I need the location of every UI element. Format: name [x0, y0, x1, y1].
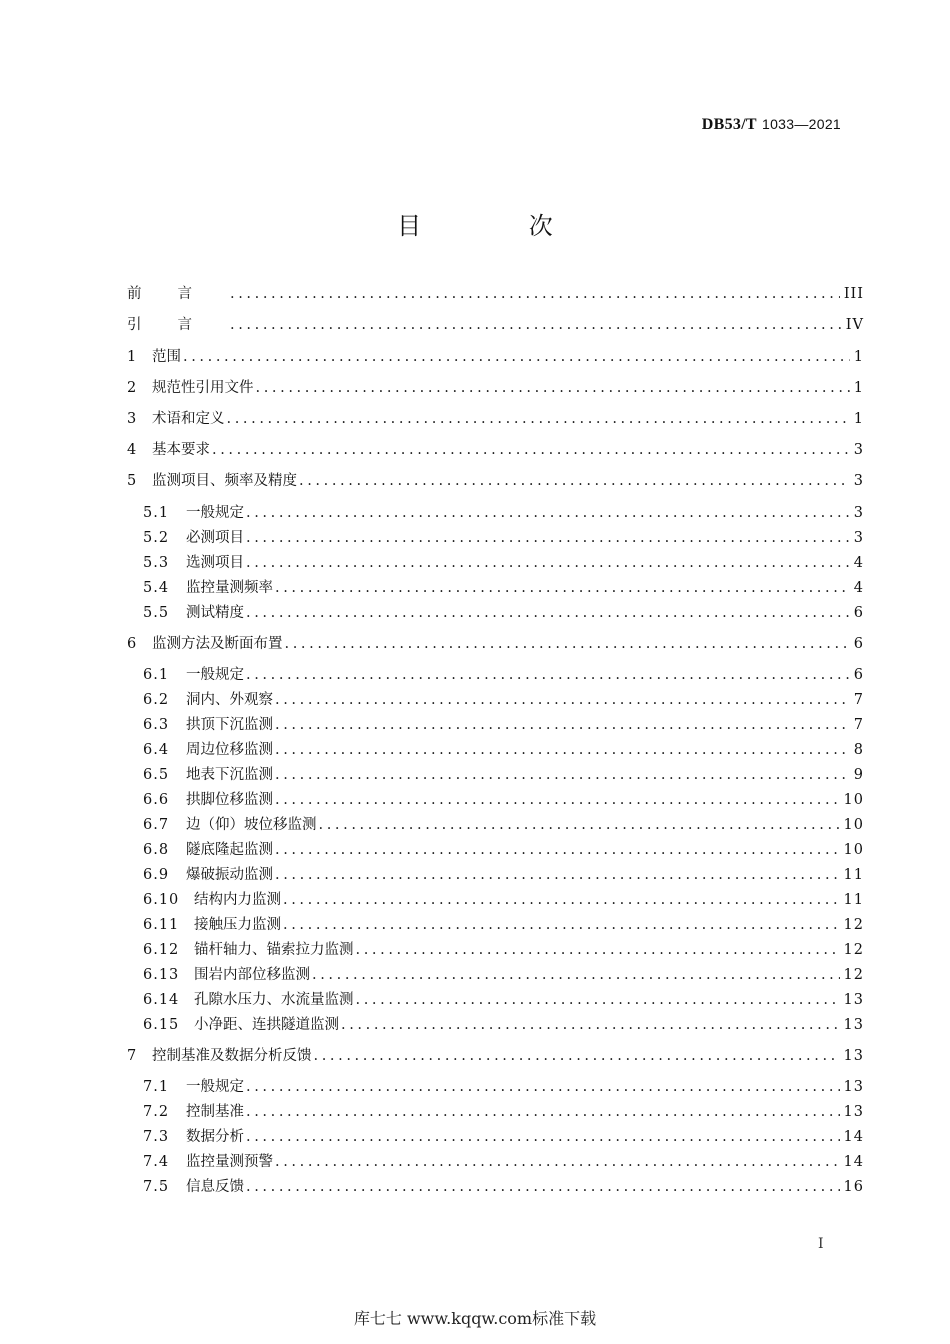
toc-page-number: 3 [853, 473, 864, 489]
toc-section-title: 一般规定 [186, 1079, 244, 1095]
toc-leader-dots [244, 1101, 840, 1123]
toc-page-number: 11 [843, 867, 864, 883]
toc-section-number: 6.9 [143, 867, 170, 883]
toc-page-number: 11 [843, 892, 864, 908]
toc-section-title: 监测项目、频率及精度 [152, 473, 297, 489]
toc-leader-dots [244, 527, 850, 549]
toc-entry[interactable] [143, 864, 864, 886]
toc-entry[interactable] [143, 964, 864, 986]
toc-section-title: 术语和定义 [152, 411, 225, 427]
toc-section-title: 围岩内部位移监测 [194, 967, 310, 983]
toc-leader-dots [228, 283, 840, 305]
toc-entry[interactable] [127, 633, 864, 655]
toc-page-number: 1 [853, 380, 864, 396]
toc-entry[interactable] [143, 502, 864, 524]
toc-page-number: 14 [843, 1129, 864, 1145]
standard-prefix: DB53/T [701, 116, 757, 133]
toc-entry[interactable] [143, 914, 864, 936]
toc-leader-dots [244, 502, 850, 524]
toc-section-number: 5.2 [143, 530, 170, 546]
toc-section-number: 5.5 [143, 605, 170, 621]
toc-leader-dots [273, 739, 850, 761]
toc-entry[interactable] [143, 889, 864, 911]
toc-entry[interactable] [143, 1101, 864, 1123]
toc-section-number: 6.15 [143, 1017, 180, 1033]
toc-section-number: 5 [127, 473, 138, 489]
toc-section-number: 7.3 [143, 1129, 170, 1145]
toc-page-number: 10 [843, 792, 864, 808]
toc-section-title: 规范性引用文件 [152, 380, 254, 396]
toc-page-number: 12 [843, 917, 864, 933]
toc-entry[interactable] [143, 839, 864, 861]
toc-section-number: 7.2 [143, 1104, 170, 1120]
toc-page-number: 13 [843, 1079, 864, 1095]
toc-entry[interactable] [143, 664, 864, 686]
toc-leader-dots [273, 577, 850, 599]
toc-page-number: 6 [853, 667, 864, 683]
toc-section-number: 2 [127, 380, 138, 396]
toc-section-number: 6.7 [143, 817, 170, 833]
toc-entry[interactable] [143, 577, 864, 599]
toc-leader-dots [283, 633, 850, 655]
toc-section-title: 孔隙水压力、水流量监测 [194, 992, 354, 1008]
toc-section-title: 控制基准 [186, 1104, 244, 1120]
toc-page-number: 13 [843, 1017, 864, 1033]
toc-section-title: 范围 [152, 349, 181, 365]
toc-section-number: 4 [127, 442, 138, 458]
toc-leader-dots [225, 408, 850, 430]
toc-page-number: III [843, 286, 864, 302]
toc-leader-dots [273, 689, 850, 711]
toc-entry[interactable] [143, 989, 864, 1011]
toc-entry[interactable] [127, 346, 864, 368]
toc-leader-dots [273, 1151, 840, 1173]
toc-leader-dots [244, 552, 850, 574]
toc-page-number: 7 [853, 692, 864, 708]
toc-section-number: 5.3 [143, 555, 170, 571]
toc-entry[interactable] [127, 377, 864, 399]
toc-section-title: 一般规定 [186, 667, 244, 683]
toc-page-number: 16 [843, 1179, 864, 1195]
toc-entry[interactable] [127, 439, 864, 461]
toc-section-number: 6.10 [143, 892, 180, 908]
toc-entry[interactable] [143, 689, 864, 711]
toc-section-title: 接触压力监测 [194, 917, 281, 933]
toc-page-number: 12 [843, 967, 864, 983]
toc-section-number: 6.11 [143, 917, 180, 933]
toc-page-number: 3 [853, 530, 864, 546]
toc-section-title: 监测方法及断面布置 [152, 636, 283, 652]
toc-page-number: 6 [853, 636, 864, 652]
toc-section-number: 7 [127, 1048, 138, 1064]
toc-section-title: 拱脚位移监测 [186, 792, 273, 808]
toc-page-number: 7 [853, 717, 864, 733]
toc-section-title: 小净距、连拱隧道监测 [194, 1017, 339, 1033]
toc-section-title: 边（仰）坡位移监测 [186, 817, 317, 833]
toc-leader-dots [317, 814, 840, 836]
toc-page-number: 10 [843, 842, 864, 858]
footer-watermark: 库七七 www.kqqw.com标准下载 [353, 1309, 597, 1328]
toc-section-number: 5.4 [143, 580, 170, 596]
toc-section-title: 地表下沉监测 [186, 767, 273, 783]
toc-section-title: 爆破振动监测 [186, 867, 273, 883]
toc-leader-dots [210, 439, 850, 461]
toc-entry[interactable] [143, 764, 864, 786]
toc-section-number: 6.13 [143, 967, 180, 983]
toc-entry[interactable] [143, 1151, 864, 1173]
toc-section-title: 隧底隆起监测 [186, 842, 273, 858]
toc-section-title: 结构内力监测 [194, 892, 281, 908]
toc-page-number: 13 [843, 1048, 864, 1064]
toc-entry[interactable] [143, 552, 864, 574]
toc-leader-dots [273, 864, 840, 886]
toc-leader-dots [273, 789, 840, 811]
toc-section-title: 基本要求 [152, 442, 210, 458]
toc-leader-dots [244, 1076, 840, 1098]
page-title: 目 次 [397, 212, 603, 240]
toc-page-number: 13 [843, 1104, 864, 1120]
toc-section-number: 6.4 [143, 742, 170, 758]
toc-section-number: 6.12 [143, 942, 180, 958]
toc-section-number: 6.2 [143, 692, 170, 708]
toc-section-title: 信息反馈 [186, 1179, 244, 1195]
toc-leader-dots [354, 939, 840, 961]
toc-section-number: 5.1 [143, 505, 170, 521]
toc-section-title: 监控量测预警 [186, 1154, 273, 1170]
toc-section-title: 拱顶下沉监测 [186, 717, 273, 733]
toc-leader-dots [339, 1014, 840, 1036]
toc-section-title: 前言 [127, 286, 228, 302]
toc-leader-dots [244, 1126, 840, 1148]
toc-section-number: 6.1 [143, 667, 170, 683]
toc-page-number: IV [845, 317, 864, 333]
toc-entry[interactable] [143, 814, 864, 836]
toc-section-number: 6.8 [143, 842, 170, 858]
standard-number: 1033—2021 [762, 116, 841, 132]
toc-section-title: 测试精度 [186, 605, 244, 621]
toc-leader-dots [244, 1176, 840, 1198]
toc-page-number: 1 [853, 349, 864, 365]
toc-section-number: 1 [127, 349, 138, 365]
toc-entry[interactable] [143, 739, 864, 761]
toc-entry[interactable] [143, 939, 864, 961]
toc-entry[interactable] [143, 602, 864, 624]
toc-page-number: 14 [843, 1154, 864, 1170]
toc-entry[interactable] [143, 789, 864, 811]
toc-section-number: 3 [127, 411, 138, 427]
toc-leader-dots [312, 1045, 840, 1067]
toc-leader-dots [297, 470, 850, 492]
toc-entry[interactable] [143, 527, 864, 549]
toc-page-number: 10 [843, 817, 864, 833]
toc-leader-dots [228, 314, 842, 336]
toc-leader-dots [244, 664, 850, 686]
toc-section-number: 6.14 [143, 992, 180, 1008]
toc-entry[interactable] [127, 1045, 864, 1067]
toc-page-number: 3 [853, 505, 864, 521]
toc-section-number: 6.5 [143, 767, 170, 783]
toc-section-title: 洞内、外观察 [186, 692, 273, 708]
toc-section-title: 周边位移监测 [186, 742, 273, 758]
toc-section-title: 选测项目 [186, 555, 244, 571]
toc-page-number: 9 [853, 767, 864, 783]
toc-section-title: 监控量测频率 [186, 580, 273, 596]
toc-entry[interactable] [143, 714, 864, 736]
toc-section-number: 7.1 [143, 1079, 170, 1095]
toc-section-title: 控制基准及数据分析反馈 [152, 1048, 312, 1064]
toc-entry[interactable] [127, 408, 864, 430]
toc-leader-dots [273, 839, 840, 861]
toc-section-title: 一般规定 [186, 505, 244, 521]
page-number: I [818, 1236, 824, 1252]
toc-leader-dots [181, 346, 850, 368]
toc-section-number: 6.6 [143, 792, 170, 808]
toc-page-number: 3 [853, 442, 864, 458]
toc-entry[interactable] [143, 1176, 864, 1198]
toc-page-number: 12 [843, 942, 864, 958]
toc-section-title: 引言 [127, 317, 228, 333]
toc-page-number: 8 [853, 742, 864, 758]
toc-section-title: 必测项目 [186, 530, 244, 546]
toc-section-number: 7.4 [143, 1154, 170, 1170]
toc-page-number: 13 [843, 992, 864, 1008]
toc-leader-dots [254, 377, 850, 399]
toc-entry[interactable] [127, 470, 864, 492]
standard-code [702, 115, 841, 134]
toc-entry[interactable] [127, 314, 864, 336]
toc-entry[interactable] [143, 1014, 864, 1036]
toc-section-title: 锚杆轴力、锚索拉力监测 [194, 942, 354, 958]
toc-leader-dots [310, 964, 840, 986]
toc-leader-dots [273, 714, 850, 736]
toc-entry[interactable] [143, 1076, 864, 1098]
toc-leader-dots [281, 914, 840, 936]
toc-entry[interactable] [143, 1126, 864, 1148]
toc-page-number: 4 [853, 580, 864, 596]
toc-section-title: 数据分析 [186, 1129, 244, 1145]
toc-page-number: 6 [853, 605, 864, 621]
toc-page-number: 1 [853, 411, 864, 427]
toc-page-number: 4 [853, 555, 864, 571]
toc-section-number: 7.5 [143, 1179, 170, 1195]
toc-section-number: 6 [127, 636, 138, 652]
toc-leader-dots [244, 602, 850, 624]
toc-section-number: 6.3 [143, 717, 170, 733]
toc-entry[interactable] [127, 283, 864, 305]
toc-leader-dots [273, 764, 850, 786]
toc-leader-dots [354, 989, 840, 1011]
toc-leader-dots [281, 889, 840, 911]
